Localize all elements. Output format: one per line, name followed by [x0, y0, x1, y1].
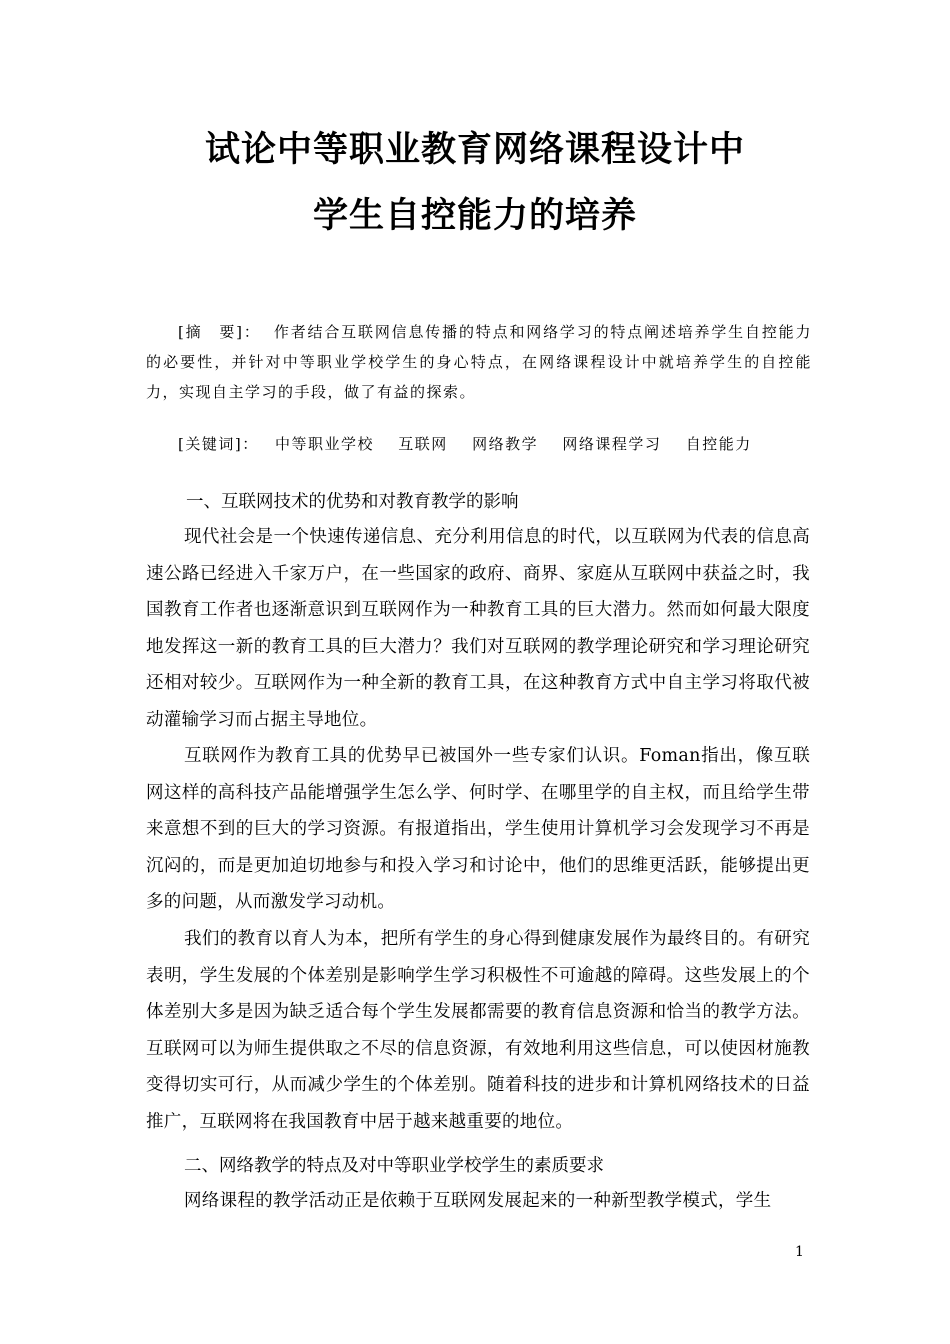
page-number: 1: [795, 1244, 804, 1260]
keyword-item: 网络课程学习: [562, 435, 662, 453]
title-line-2: 学生自控能力的培养: [312, 196, 637, 236]
keyword-item: 自控能力: [685, 435, 752, 453]
paragraph: 现代社会是一个快速传递信息、充分利用信息的时代，以互联网为代表的信息高速公路已经进入千家万户，在一些国家的政府、商界、家庭从互联网中获益之时，我国教育工作者也逐渐意识到互联网作为一种教育工具的巨大潜力。然而如何最大限度地发挥这一新的教育工具的巨大潜力？我们对互联网的教学理论研究和学习理论研究还相对较少。互联网作为一种全新的教育工具，在这种教育方式中自主学习将取代被动灌输学习而占据主导地位。: [146, 527, 810, 730]
paragraph: 互联网作为教育工具的优势早已被国外一些专家们认识。Foman指出，像互联网这样的高科技产品能增强学生怎么学、何时学、在哪里学的自主权，而且给学生带来意想不到的巨大的学习资源。有报道指出，学生使用计算机学习会发现学习不再是沉闷的，而是更加迫切地参与和投入学习和讨论中，他们的思维更活跃，能够提出更多的问题，从而激发学习动机。: [146, 746, 810, 912]
keyword-item: 互联网: [398, 435, 448, 453]
paragraph: 我们的教育以育人为本，把所有学生的身心得到健康发展作为最终目的。有研究表明，学生发展的个体差别是影响学生学习积极性不可逾越的障碍。这些发展上的个体差别大多是因为缺乏适合每个学生发展都需要的教育信息资源和恰当的教学方法。互联网可以为师生提供取之不尽的信息资源，有效地利用这些信息，可以使因材施教变得切实可行，从而减少学生的个体差别。随着科技的进步和计算机网络技术的日益推广，互联网将在我国教育中居于越来越重要的地位。: [146, 929, 810, 1132]
keywords-label: [关键词]：: [178, 435, 259, 453]
keyword-item: 网络教学: [472, 435, 539, 453]
abstract-text: 作者结合互联网信息传播的特点和网络学习的特点阐述培养学生自控能力的必要性，并针对中等职业学校学生的身心特点，在网络课程设计中就培养学生的自控能力，实现自主学习的手段，做了有益的探索。: [146, 323, 812, 401]
section-heading-1: 一、互联网技术的优势和对教育教学的影响: [186, 492, 519, 512]
abstract-label: [摘 要]：: [178, 323, 261, 341]
section-heading-2: 二、网络教学的特点及对中等职业学校学生的素质要求: [184, 1156, 604, 1176]
paragraph: 网络课程的教学活动正是依赖于互联网发展起来的一种新型教学模式，学生: [184, 1191, 772, 1211]
keyword-item: 中等职业学校: [275, 435, 375, 453]
abstract: [146, 317, 812, 407]
title-line-1: 试论中等职业教育网络课程设计中: [204, 130, 745, 170]
keywords: [178, 429, 844, 459]
